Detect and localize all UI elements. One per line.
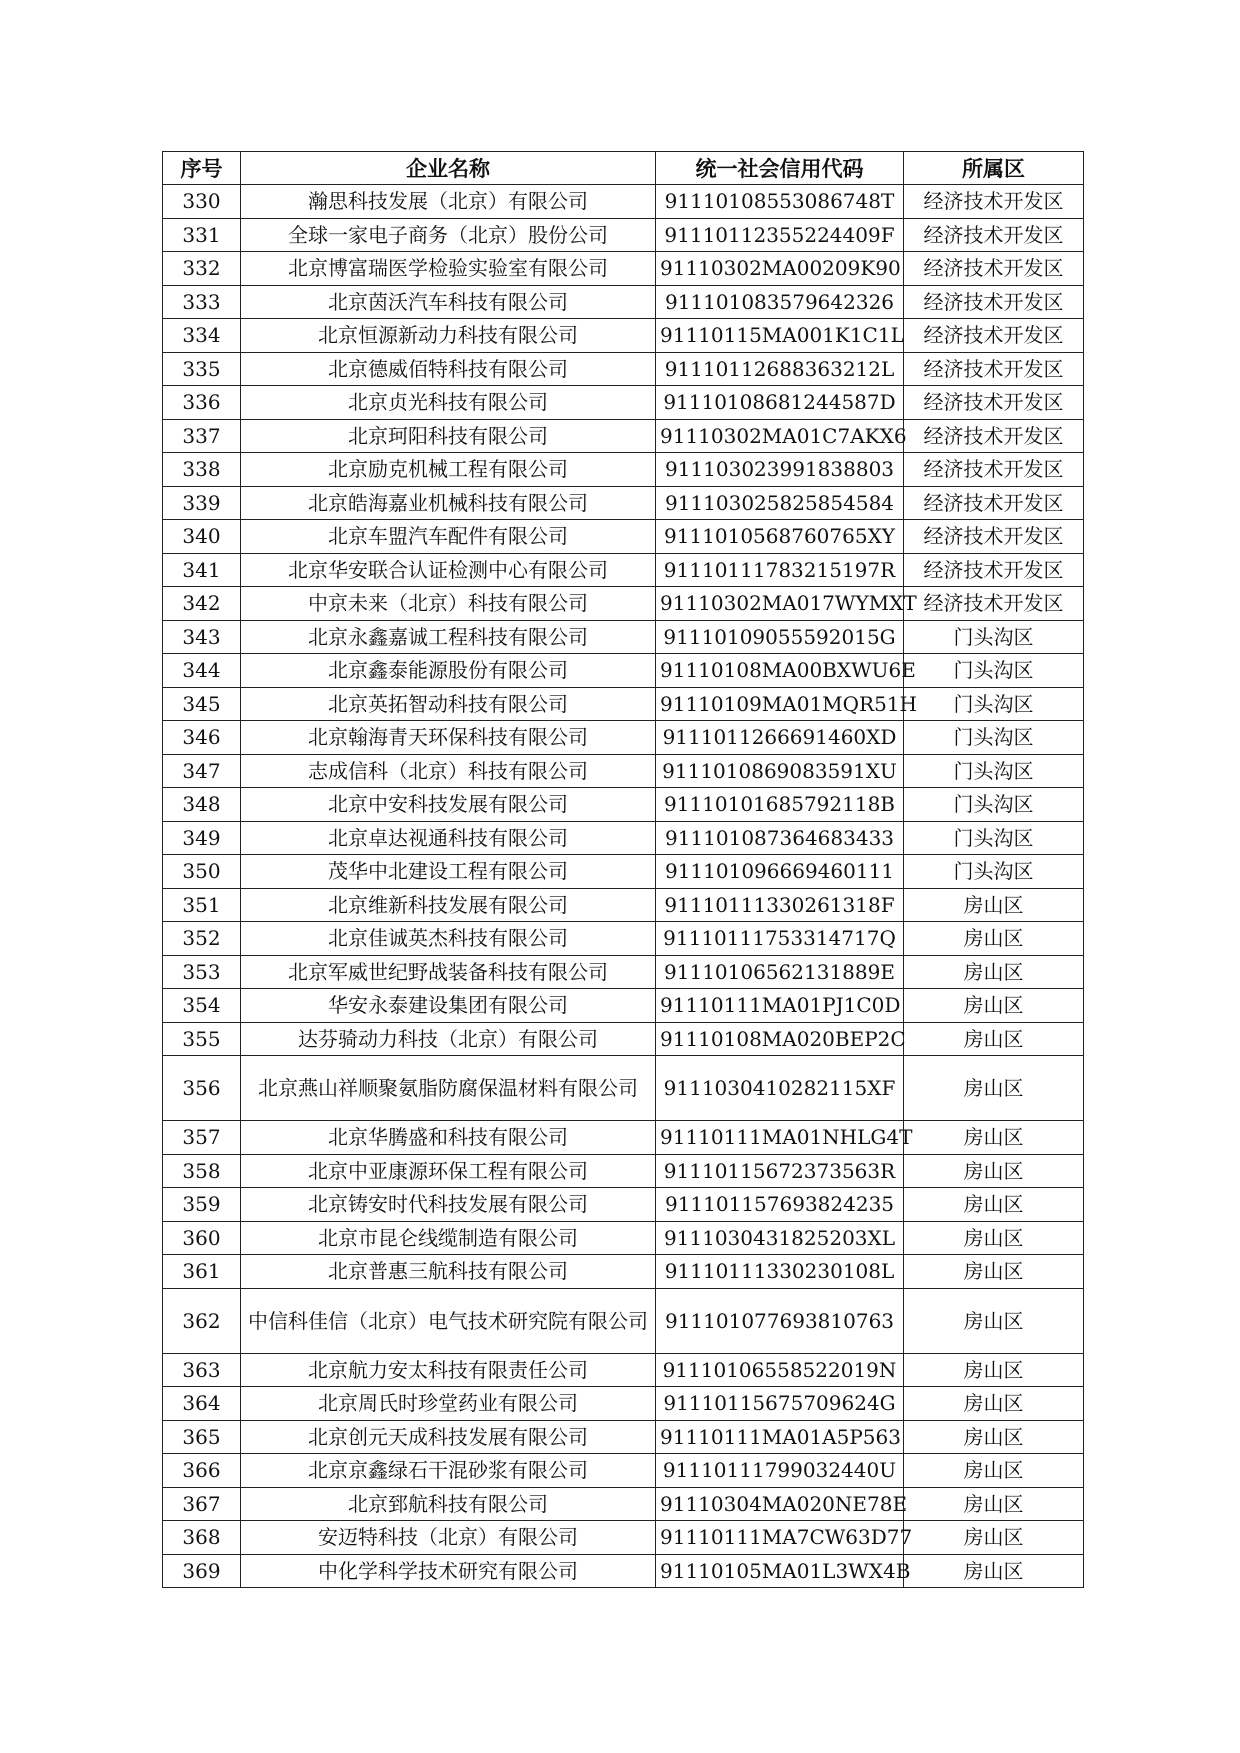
table-row: [163, 520, 1084, 554]
row-code: 911101096669460111: [656, 855, 904, 889]
row-no: 336: [163, 386, 241, 420]
row-area: 经济技术开发区: [904, 419, 1084, 453]
row-code: 91110111MA01PJ1C0D: [656, 989, 904, 1023]
row-name: 北京车盟汽车配件有限公司: [241, 520, 656, 554]
table-row: [163, 386, 1084, 420]
row-name: 北京维新科技发展有限公司: [241, 888, 656, 922]
row-no: 340: [163, 520, 241, 554]
row-name: 北京创元天成科技发展有限公司: [241, 1420, 656, 1454]
row-code: 911103025825854584: [656, 486, 904, 520]
row-name: 北京恒源新动力科技有限公司: [241, 319, 656, 353]
row-code: 9111010869083591XU: [656, 754, 904, 788]
row-area: 经济技术开发区: [904, 453, 1084, 487]
row-area: 房山区: [904, 1188, 1084, 1222]
row-no: 358: [163, 1154, 241, 1188]
row-area: 门头沟区: [904, 654, 1084, 688]
row-name: 北京佳诚英杰科技有限公司: [241, 922, 656, 956]
row-name: 北京翰海青天环保科技有限公司: [241, 721, 656, 755]
row-code: 91110115MA001K1C1L: [656, 319, 904, 353]
row-code: 91110108681244587D: [656, 386, 904, 420]
row-name: 茂华中北建设工程有限公司: [241, 855, 656, 889]
row-no: 369: [163, 1554, 241, 1588]
row-code: 91110108MA020BEP2C: [656, 1022, 904, 1056]
row-no: 343: [163, 620, 241, 654]
row-code: 9111011266691460XD: [656, 721, 904, 755]
table-row: [163, 553, 1084, 587]
row-area: 房山区: [904, 1154, 1084, 1188]
row-name: 中信科佳信（北京）电气技术研究院有限公司: [241, 1288, 656, 1353]
row-code: 91110112688363212L: [656, 352, 904, 386]
table-header-row: [163, 152, 1084, 185]
row-no: 350: [163, 855, 241, 889]
row-no: 354: [163, 989, 241, 1023]
row-no: 342: [163, 587, 241, 621]
table-row: [163, 687, 1084, 721]
row-no: 341: [163, 553, 241, 587]
row-name: 北京励克机械工程有限公司: [241, 453, 656, 487]
row-area: 房山区: [904, 1487, 1084, 1521]
row-name: 北京德威佰特科技有限公司: [241, 352, 656, 386]
row-area: 门头沟区: [904, 754, 1084, 788]
row-name: 北京京鑫绿石干混砂浆有限公司: [241, 1454, 656, 1488]
table-row: [163, 453, 1084, 487]
table-row: [163, 1487, 1084, 1521]
row-no: 347: [163, 754, 241, 788]
table-row: [163, 855, 1084, 889]
row-name: 北京卓达视通科技有限公司: [241, 821, 656, 855]
table-row: [163, 352, 1084, 386]
row-code: 91110106558522019N: [656, 1353, 904, 1387]
row-name: 北京航力安太科技有限责任公司: [241, 1353, 656, 1387]
table-row: [163, 1121, 1084, 1155]
row-area: 经济技术开发区: [904, 520, 1084, 554]
row-no: 335: [163, 352, 241, 386]
row-name: 华安永泰建设集团有限公司: [241, 989, 656, 1023]
row-code: 91110111330261318F: [656, 888, 904, 922]
row-no: 353: [163, 955, 241, 989]
header-name: 企业名称: [241, 152, 656, 185]
row-no: 344: [163, 654, 241, 688]
row-area: 房山区: [904, 989, 1084, 1023]
row-no: 333: [163, 285, 241, 319]
table-row: [163, 620, 1084, 654]
row-code: 91110304MA020NE78E: [656, 1487, 904, 1521]
row-code: 91110115672373563R: [656, 1154, 904, 1188]
row-no: 334: [163, 319, 241, 353]
row-code: 91110111MA7CW63D77: [656, 1521, 904, 1555]
row-area: 房山区: [904, 1221, 1084, 1255]
row-name: 北京华安联合认证检测中心有限公司: [241, 553, 656, 587]
row-no: 363: [163, 1353, 241, 1387]
row-area: 经济技术开发区: [904, 352, 1084, 386]
row-no: 330: [163, 185, 241, 219]
row-no: 361: [163, 1255, 241, 1289]
row-name: 北京英拓智动科技有限公司: [241, 687, 656, 721]
table-row: [163, 419, 1084, 453]
row-area: 门头沟区: [904, 721, 1084, 755]
row-area: 房山区: [904, 1353, 1084, 1387]
row-name: 北京贞光科技有限公司: [241, 386, 656, 420]
row-area: 门头沟区: [904, 821, 1084, 855]
row-no: 356: [163, 1056, 241, 1121]
row-no: 349: [163, 821, 241, 855]
row-name: 北京博富瑞医学检验实验室有限公司: [241, 252, 656, 286]
row-no: 331: [163, 218, 241, 252]
table-row: [163, 1420, 1084, 1454]
row-area: 房山区: [904, 1121, 1084, 1155]
row-name: 北京茵沃汽车科技有限公司: [241, 285, 656, 319]
row-name: 北京中安科技发展有限公司: [241, 788, 656, 822]
row-name: 中化学科学技术研究有限公司: [241, 1554, 656, 1588]
row-area: 房山区: [904, 1056, 1084, 1121]
row-name: 北京郅航科技有限公司: [241, 1487, 656, 1521]
row-no: 332: [163, 252, 241, 286]
row-area: 门头沟区: [904, 687, 1084, 721]
row-name: 北京铸安时代科技发展有限公司: [241, 1188, 656, 1222]
row-area: 房山区: [904, 1387, 1084, 1421]
row-name: 北京中亚康源环保工程有限公司: [241, 1154, 656, 1188]
row-area: 经济技术开发区: [904, 285, 1084, 319]
row-code: 911101077693810763: [656, 1288, 904, 1353]
row-code: 911101157693824235: [656, 1188, 904, 1222]
row-no: 348: [163, 788, 241, 822]
row-name: 北京燕山祥顺聚氨脂防腐保温材料有限公司: [241, 1056, 656, 1121]
row-area: 经济技术开发区: [904, 553, 1084, 587]
row-no: 360: [163, 1221, 241, 1255]
table-row: [163, 1288, 1084, 1353]
table-row: [163, 888, 1084, 922]
table-row: [163, 486, 1084, 520]
row-name: 北京普惠三航科技有限公司: [241, 1255, 656, 1289]
row-area: 房山区: [904, 1022, 1084, 1056]
row-code: 91110112355224409F: [656, 218, 904, 252]
table-row: [163, 654, 1084, 688]
header-area: 所属区: [904, 152, 1084, 185]
row-code: 91110109055592015G: [656, 620, 904, 654]
row-area: 经济技术开发区: [904, 185, 1084, 219]
row-name: 达芬骑动力科技（北京）有限公司: [241, 1022, 656, 1056]
row-no: 345: [163, 687, 241, 721]
table-row: [163, 185, 1084, 219]
row-name: 志成信科（北京）科技有限公司: [241, 754, 656, 788]
row-no: 359: [163, 1188, 241, 1222]
table-row: [163, 1353, 1084, 1387]
row-no: 355: [163, 1022, 241, 1056]
row-code: 911103023991838803: [656, 453, 904, 487]
row-area: 门头沟区: [904, 620, 1084, 654]
row-no: 365: [163, 1420, 241, 1454]
table-row: [163, 955, 1084, 989]
row-area: 房山区: [904, 1255, 1084, 1289]
table-row: [163, 788, 1084, 822]
row-area: 经济技术开发区: [904, 386, 1084, 420]
row-area: 房山区: [904, 1554, 1084, 1588]
row-code: 91110111799032440U: [656, 1454, 904, 1488]
table-row: [163, 1387, 1084, 1421]
row-area: 经济技术开发区: [904, 319, 1084, 353]
row-name: 北京鑫泰能源股份有限公司: [241, 654, 656, 688]
row-code: 9111030410282115XF: [656, 1056, 904, 1121]
row-code: 911101083579642326: [656, 285, 904, 319]
row-code: 91110111MA01NHLG4T: [656, 1121, 904, 1155]
row-code: 91110111330230108L: [656, 1255, 904, 1289]
row-code: 9111010568760765XY: [656, 520, 904, 554]
row-no: 351: [163, 888, 241, 922]
table-row: [163, 252, 1084, 286]
enterprise-table: [162, 151, 1084, 1588]
table-row: [163, 989, 1084, 1023]
table-row: [163, 721, 1084, 755]
row-no: 352: [163, 922, 241, 956]
table-body: [163, 185, 1084, 1588]
table-row: [163, 1154, 1084, 1188]
row-code: 91110302MA01C7AKX6: [656, 419, 904, 453]
row-code: 911101087364683433: [656, 821, 904, 855]
row-no: 339: [163, 486, 241, 520]
row-area: 经济技术开发区: [904, 252, 1084, 286]
table-row: [163, 1221, 1084, 1255]
row-name: 北京珂阳科技有限公司: [241, 419, 656, 453]
row-name: 北京军威世纪野战装备科技有限公司: [241, 955, 656, 989]
row-no: 337: [163, 419, 241, 453]
table-row: [163, 754, 1084, 788]
row-area: 经济技术开发区: [904, 218, 1084, 252]
row-area: 门头沟区: [904, 855, 1084, 889]
row-code: 91110111783215197R: [656, 553, 904, 587]
row-name: 瀚思科技发展（北京）有限公司: [241, 185, 656, 219]
header-no: 序号: [163, 152, 241, 185]
row-code: 91110106562131889E: [656, 955, 904, 989]
row-area: 门头沟区: [904, 788, 1084, 822]
table-row: [163, 1554, 1084, 1588]
table-row: [163, 1255, 1084, 1289]
row-area: 房山区: [904, 1521, 1084, 1555]
table-row: [163, 1056, 1084, 1121]
table-row: [163, 1188, 1084, 1222]
row-area: 经济技术开发区: [904, 587, 1084, 621]
row-name: 北京永鑫嘉诚工程科技有限公司: [241, 620, 656, 654]
header-code: 统一社会信用代码: [656, 152, 904, 185]
row-area: 房山区: [904, 955, 1084, 989]
row-no: 364: [163, 1387, 241, 1421]
table-row: [163, 218, 1084, 252]
row-code: 91110111753314717Q: [656, 922, 904, 956]
row-code: 9111030431825203XL: [656, 1221, 904, 1255]
row-code: 91110115675709624G: [656, 1387, 904, 1421]
row-code: 91110302MA00209K90: [656, 252, 904, 286]
row-name: 北京皓海嘉业机械科技有限公司: [241, 486, 656, 520]
row-name: 北京市昆仑线缆制造有限公司: [241, 1221, 656, 1255]
row-no: 338: [163, 453, 241, 487]
row-code: 91110108MA00BXWU6E: [656, 654, 904, 688]
row-no: 366: [163, 1454, 241, 1488]
row-code: 91110105MA01L3WX4B: [656, 1554, 904, 1588]
table-row: [163, 922, 1084, 956]
row-area: 经济技术开发区: [904, 486, 1084, 520]
row-no: 357: [163, 1121, 241, 1155]
table-row: [163, 1454, 1084, 1488]
row-area: 房山区: [904, 1288, 1084, 1353]
row-code: 91110302MA017WYMXT: [656, 587, 904, 621]
row-area: 房山区: [904, 1420, 1084, 1454]
row-name: 安迈特科技（北京）有限公司: [241, 1521, 656, 1555]
row-name: 北京华腾盛和科技有限公司: [241, 1121, 656, 1155]
row-name: 北京周氏时珍堂药业有限公司: [241, 1387, 656, 1421]
table-row: [163, 821, 1084, 855]
row-name: 全球一家电子商务（北京）股份公司: [241, 218, 656, 252]
row-no: 368: [163, 1521, 241, 1555]
row-no: 367: [163, 1487, 241, 1521]
row-code: 91110108553086748T: [656, 185, 904, 219]
row-no: 346: [163, 721, 241, 755]
row-area: 房山区: [904, 1454, 1084, 1488]
row-code: 91110111MA01A5P563: [656, 1420, 904, 1454]
table-row: [163, 1521, 1084, 1555]
row-area: 房山区: [904, 922, 1084, 956]
row-code: 91110101685792118B: [656, 788, 904, 822]
table-row: [163, 285, 1084, 319]
table-row: [163, 1022, 1084, 1056]
row-area: 房山区: [904, 888, 1084, 922]
row-code: 91110109MA01MQR51H: [656, 687, 904, 721]
table-row: [163, 319, 1084, 353]
row-name: 中京未来（北京）科技有限公司: [241, 587, 656, 621]
table-row: [163, 587, 1084, 621]
row-no: 362: [163, 1288, 241, 1353]
